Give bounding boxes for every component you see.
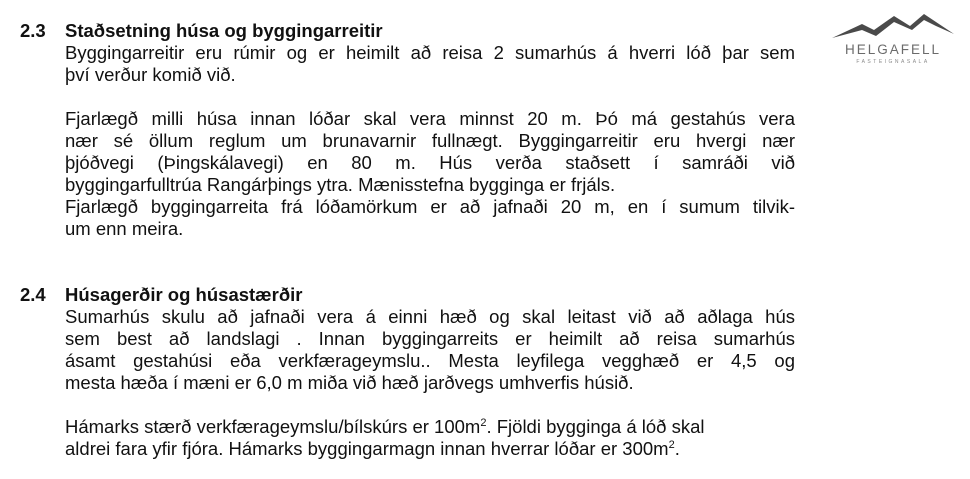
- section-number: 2.3: [20, 20, 46, 41]
- section-heading: [20, 20, 820, 42]
- superscript: 2: [480, 416, 487, 429]
- body-line: mesta hæða í mæni er 6,0 m miða við hæð jarðvegs umhverfis húsið.: [65, 372, 634, 393]
- superscript: 2: [668, 438, 675, 451]
- line-text: . Fjöldi bygginga á lóð skal: [486, 416, 705, 437]
- body-line: Fjarlægð byggingarreita frá lóðamörkum er að jafnaði 20 m, en í sumum tilvik-: [65, 196, 795, 217]
- logo-subtitle: FASTEIGNASALA: [856, 59, 930, 65]
- body-line: [65, 416, 795, 438]
- body-line: byggingarfulltrúa Rangárþings ytra. Mænisstefna bygginga er frjáls.: [65, 174, 616, 195]
- body-line: Fjarlægð milli húsa innan lóðar skal vera minnst 20 m. Þó má gestahús vera: [65, 108, 795, 129]
- body-line: Byggingarreitir eru rúmir og er heimilt að reisa 2 sumarhús á hverri lóð þar sem: [65, 42, 795, 63]
- section-2-4: [20, 284, 820, 460]
- line-text: Hámarks stærð verkfærageymslu/bílskúrs er 100m: [65, 416, 481, 437]
- line-text: .: [674, 438, 680, 459]
- body-line: þjóðvegi (Þingskálavegi) en 80 m. Hús verða staðsett í samráði við: [65, 152, 795, 173]
- section-heading: [20, 284, 820, 306]
- section-body: [65, 42, 795, 240]
- body-line: nær sé öllum reglum um brunavarnir fullnægt. Byggingarreitir eru hvergi nær: [65, 130, 795, 151]
- mountains-icon: [828, 8, 958, 42]
- body-line: [65, 438, 795, 460]
- line-text: aldrei fara yfir fjóra. Hámarks byggingarmagn innan hverrar lóðar er 300m: [65, 438, 669, 459]
- body-line: sem best að landslagi . Innan byggingarreits er heimilt að reisa sumarhús: [65, 328, 795, 349]
- section-title: Staðsetning húsa og byggingarreitir: [65, 20, 383, 41]
- section-title: Húsagerðir og húsastærðir: [65, 284, 303, 305]
- body-line: um enn meira.: [65, 218, 184, 239]
- section-number: 2.4: [20, 284, 46, 305]
- section-body: [65, 306, 795, 460]
- body-line: ásamt gestahúsi eða verkfærageymslu.. Mesta leyfilega vegghæð er 4,5 og: [65, 350, 795, 371]
- body-line: Sumarhús skulu að jafnaði vera á einni hæð og skal leitast við að aðlaga hús: [65, 306, 795, 327]
- helgafell-logo: [828, 8, 958, 68]
- body-line: því verður komið við.: [65, 64, 236, 85]
- logo-name: HELGAFELL: [844, 42, 942, 57]
- section-2-3: [20, 20, 820, 240]
